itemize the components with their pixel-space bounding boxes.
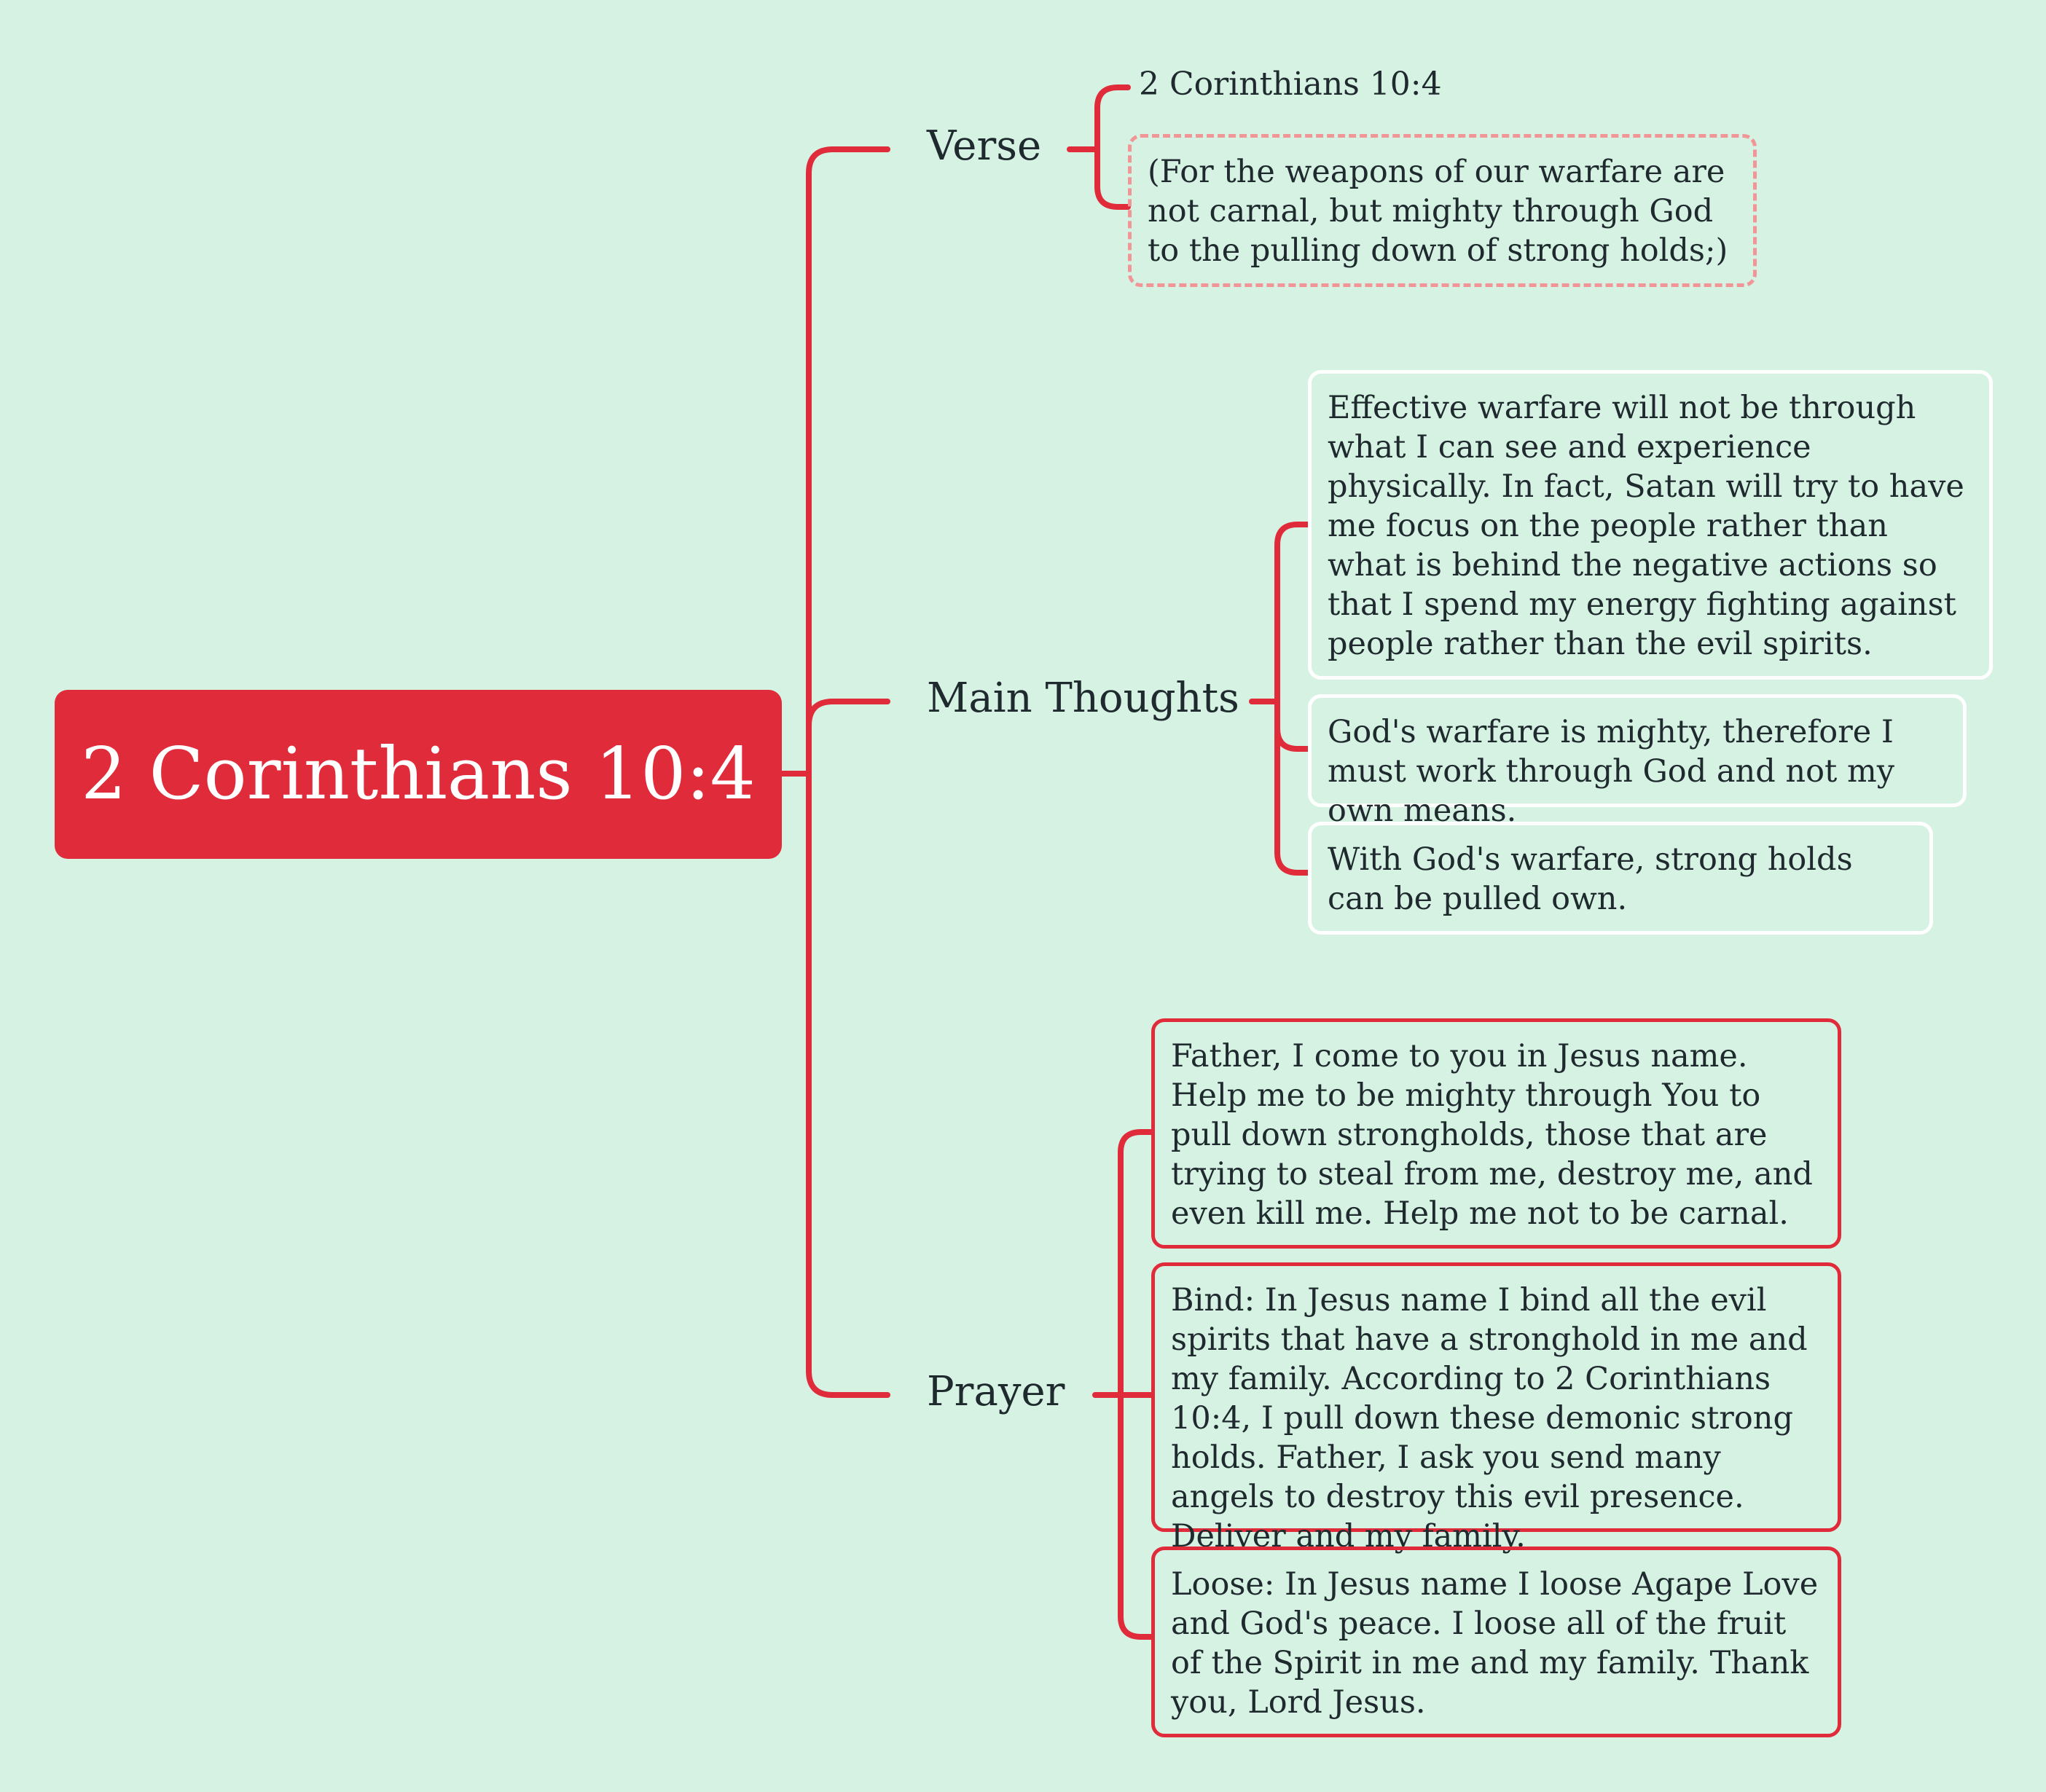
connector-main-to-item-3 (1277, 702, 1308, 873)
branch-verse-label: Verse (927, 122, 1042, 170)
connector-prayer-to-item-3 (1121, 1395, 1151, 1637)
verse-text: (For the weapons of our warfare are not carnal, but mighty through God to the pulling down of strong holds;) (1148, 154, 1728, 269)
central-topic-label: 2 Corinthians 10:4 (81, 733, 756, 816)
verse-reference[interactable] (1139, 66, 1442, 103)
main-thought-card-2[interactable] (1308, 694, 1967, 829)
connector-root-to-verse (809, 149, 887, 774)
branch-main-thoughts-label: Main Thoughts (927, 675, 1239, 722)
connector-root-to-main-thoughts (809, 702, 887, 774)
connector-prayer-to-item-1 (1121, 1132, 1151, 1395)
central-topic[interactable] (55, 690, 782, 859)
main-thought-card-1[interactable] (1308, 370, 1993, 680)
connector-verse-to-reference (1097, 87, 1128, 149)
prayer-card-1[interactable] (1151, 1018, 1841, 1249)
branch-prayer-label: Prayer (927, 1368, 1065, 1415)
branch-main-thoughts[interactable] (927, 675, 1239, 722)
main-thought-card-3[interactable] (1308, 822, 1933, 935)
connector-main-to-item-2 (1277, 702, 1308, 749)
prayer-text-3: Loose: In Jesus name I loose Agape Love and God's peace. I loose all of the fruit of the Spirit in me and my family. Thank you, Lord Jesus. (1171, 1566, 1819, 1721)
prayer-text-1: Father, I come to you in Jesus name. Help me to be mighty through You to pull down strongholds, those that are trying to steal from me, destroy me, and even kill me. Help me not to be carnal. (1171, 1038, 1813, 1232)
connector-root-to-prayer (809, 774, 887, 1395)
connector-main-to-item-1 (1277, 524, 1308, 702)
connector-verse-to-text (1097, 149, 1128, 207)
prayer-text-2: Bind: In Jesus name I bind all the evil spirits that have a stronghold in me and my family. According to 2 Corinthians 10:4, I pull down these demonic strong holds. Father, I ask you send many angels to destroy this evil presence. Deliver and my family. (1171, 1282, 1808, 1555)
prayer-card-3[interactable] (1151, 1547, 1841, 1737)
main-thought-text-2: God's warfare is mighty, therefore I must work through God and not my own means. (1328, 714, 1895, 829)
main-thought-text-3: With God's warfare, strong holds can be pulled own. (1328, 841, 1853, 917)
verse-text-card[interactable] (1128, 134, 1757, 287)
verse-reference-label: 2 Corinthians 10:4 (1139, 66, 1442, 103)
main-thought-text-1: Effective warfare will not be through what I can see and experience physically. In fact, Satan will try to have me focus on the people rather than what is behind the negative actions so that I spend my energy fighting against people rather than the evil spirits. (1328, 390, 1964, 662)
branch-verse[interactable] (927, 122, 1041, 170)
branch-prayer[interactable] (927, 1368, 1065, 1415)
prayer-card-2[interactable] (1151, 1262, 1841, 1555)
